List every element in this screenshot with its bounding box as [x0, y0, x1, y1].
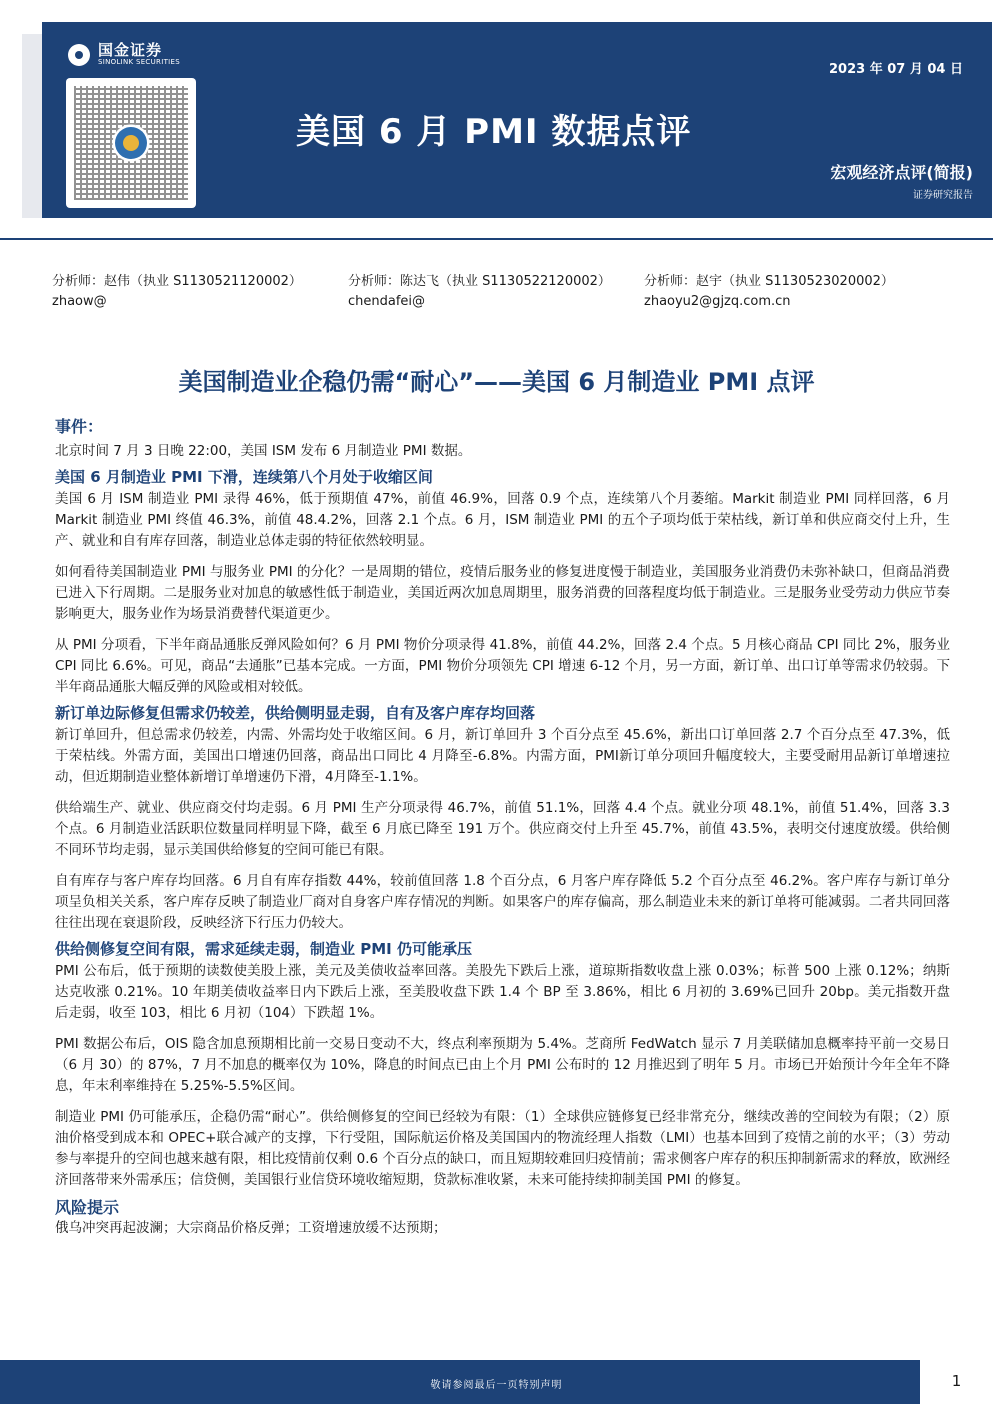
report-headline: 美国制造业企稳仍需“耐心”——美国 6 月制造业 PMI 点评 — [178, 368, 815, 396]
risk-heading: 风险提示 — [55, 1198, 120, 1217]
report-title: 美国 6 月 PMI 数据点评 — [296, 112, 692, 152]
analyst-email[interactable]: chendafei@ — [348, 294, 426, 309]
analyst-item — [644, 272, 894, 312]
analyst-name: 分析师：陈达飞（执业 S1130522120002） — [348, 274, 611, 289]
logo-icon — [68, 44, 90, 66]
logo-name-cn: 国金证券 — [98, 41, 163, 59]
body-paragraph: 新订单回升，但总需求仍较差，内需、外需均处于收缩区间。6 月，新订单回升 3 个百分点至 45.6%，新出口订单回落 2.7 个百分点至 47.3%，低于荣枯线。外需方面，美国出口增速仍回落，商品出口同比 4 月降至-6.8%。内需方面，PMI新订单分项回升幅度较大，主要受耐用品新订单增速拉动，但近期制造业整体新增订单增速仍下滑，4月降至-1.1%。 — [55, 727, 950, 785]
body-paragraph: PMI 公布后，低于预期的读数使美股上涨，美元及美债收益率回落。美股先下跌后上涨，道琼斯指数收盘上涨 0.03%；标普 500 上涨 0.12%；纳斯达克收涨 0.21%。10 年期美债收益率日内下跌后上涨，至美股收盘下跌 1.4 个 BP 至 3.86%，相比 6 月初的 3.69%已回升 20bp。美元指数开盘后走弱，收至 103，相比 6 月初（104）下跌超 1%。 — [55, 963, 950, 1021]
logo-name-en: SINOLINK SECURITIES — [98, 58, 180, 66]
body-paragraph: 自有库存与客户库存均回落。6 月自有库存指数 44%，较前值回落 1.8 个百分点，6 月客户库存降低 5.2 个百分点至 46.2%。客户库存与新订单分项呈负相关关系，客户库存反映了制造业厂商对自身客户库存情况的判断。如果客户的库存偏高，那么制造业未来的新订单将可能减弱。二者共同回落往往出现在衰退阶段，反映经济下行压力仍较大。 — [55, 873, 950, 931]
risk-text: 俄乌冲突再起波澜；大宗商品价格反弹；工资增速放缓不达预期； — [55, 1220, 447, 1236]
section-heading: 美国 6 月制造业 PMI 下滑，连续第八个月处于收缩区间 — [55, 468, 433, 486]
header-divider — [0, 238, 993, 240]
company-logo — [68, 42, 180, 67]
qr-center-icon — [115, 127, 147, 159]
footer-disclaimer[interactable]: 敬请参阅最后一页特别声明 — [430, 1380, 563, 1391]
qr-code — [66, 78, 196, 208]
body-paragraph: 从 PMI 分项看，下半年商品通胀反弹风险如何？6 月 PMI 物价分项录得 41.8%，前值 44.2%，回落 2.4 个点。5 月核心商品 CPI 同比 2%，服务业 CPI 同比 6.6%。可见，商品“去通胀”已基本完成。一方面，PMI 物价分项领先 CPI 增速 6-12 个月，另一方面，新订单、出口订单等需求仍较弱。下半年商品通胀大幅反弹的风险或相对较低。 — [55, 637, 950, 695]
analyst-name: 分析师：赵伟（执业 S1130521120002） — [52, 274, 302, 289]
analyst-email[interactable]: zhaoyu2@gjzq.com.cn — [644, 294, 791, 309]
report-type: 宏观经济点评(简报) — [830, 163, 973, 182]
analyst-name: 分析师：赵宇（执业 S1130523020002） — [644, 274, 894, 289]
event-text: 北京时间 7 月 3 日晚 22:00，美国 ISM 发布 6 月制造业 PMI 数据。 — [55, 443, 472, 459]
section-heading: 供给侧修复空间有限，需求延续走弱，制造业 PMI 仍可能承压 — [55, 940, 472, 958]
event-heading: 事件： — [55, 417, 104, 436]
banner-shadow — [22, 34, 44, 218]
page-number: 1 — [951, 1372, 962, 1390]
body-paragraph: 美国 6 月 ISM 制造业 PMI 录得 46%，低于预期值 47%，前值 46.9%，回落 0.9 个点，连续第八个月萎缩。Markit 制造业 PMI 同样回落，6 月 Markit 制造业 PMI 终值 46.3%，前值 48.4.2%，回落 2.1 个点。6 月，ISM 制造业 PMI 的五个子项均低于荣枯线，新订单和供应商交付上升，生产、就业和自有库存回落，制造业总体走弱的特征依然较明显。 — [55, 491, 950, 549]
report-body — [55, 414, 950, 1249]
analyst-email[interactable]: zhaow@ — [52, 294, 107, 309]
report-category: 证券研究报告 — [913, 190, 973, 201]
body-paragraph: 如何看待美国制造业 PMI 与服务业 PMI 的分化？一是周期的错位，疫情后服务业的修复进度慢于制造业，美国服务业消费仍未弥补缺口，但商品消费已进入下行周期。二是服务业对加息的敏感性低于制造业，美国近两次加息周期里，服务消费的回落程度均低于制造业。三是服务业受劳动力供应节奏影响更大，服务业作为场景消费替代渠道更少。 — [55, 564, 950, 622]
analyst-item — [348, 272, 611, 312]
body-paragraph: PMI 数据公布后，OIS 隐含加息预期相比前一交易日变动不大，终点利率预期为 5.4%。芝商所 FedWatch 显示 7 月美联储加息概率持平前一交易日（6 月 30）的 87%，7 月不加息的概率仅为 10%，降息的时间点已由上个月 PMI 公布时的 12 月推迟到了明年 5 月。市场已开始预计今年全年不降息，年末利率维持在 5.25%-5.5%区间。 — [55, 1036, 950, 1094]
body-paragraph: 制造业 PMI 仍可能承压，企稳仍需“耐心”。供给侧修复的空间已经较为有限：（1）全球供应链修复已经非常充分，继续改善的空间较为有限；（2）原油价格受到成本和 OPEC+联合减产的支撑，下行受阻，国际航运价格及美国国内的物流经理人指数（LMI）也基本回到了疫情之前的水平；（3）劳动参与率提升的空间也越来越有限，相比疫情前仅剩 0.6 个百分点的缺口，而且短期较难回归疫情前；需求侧客户库存的积压抑制新需求的释放，欧洲经济回落带来外需承压；信贷侧，美国银行业信贷环境收缩短期，贷款标准收紧，未来可能持续抑制美国 PMI 的修复。 — [55, 1109, 950, 1188]
section-heading: 新订单边际修复但需求仍较差，供给侧明显走弱，自有及客户库存均回落 — [55, 704, 536, 722]
body-paragraph: 供给端生产、就业、供应商交付均走弱。6 月 PMI 生产分项录得 46.7%，前值 51.1%，回落 4.4 个点。就业分项 48.1%，前值 51.4%，回落 3.3 个点。6 月制造业活跃职位数量同样明显下降，截至 6 月底已降至 191 万个。供应商交付上升至 45.7%，前值 43.5%，表明交付速度放缓。供给侧不同环节均走弱，显示美国供给修复的空间可能已有限。 — [55, 800, 950, 858]
analyst-item — [52, 272, 302, 312]
report-date: 2023 年 07 月 04 日 — [829, 62, 963, 77]
